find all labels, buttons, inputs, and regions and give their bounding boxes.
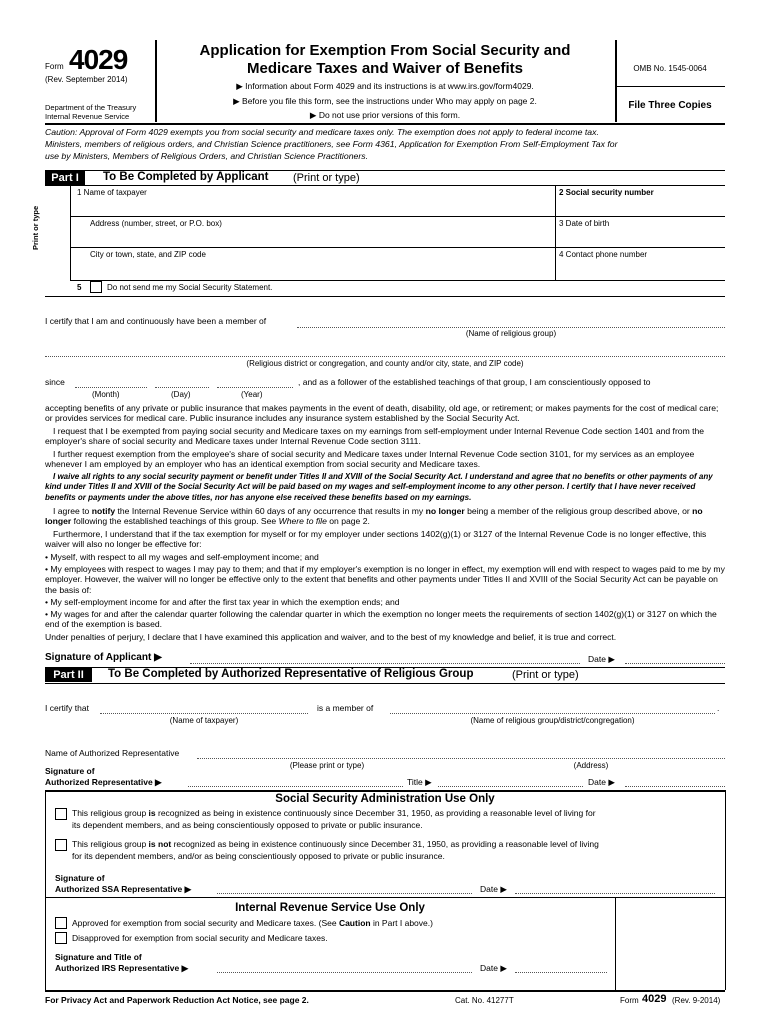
since-day-line[interactable] [155,387,209,388]
ssa-not-recognized-line2: for its dependent members, and/or as being conscientiously opposed to private or public insurance. [72,851,445,861]
month-caption: (Month) [92,390,120,399]
form-word: Form [45,62,64,71]
irs-signature-label-line2: Authorized IRS Representative ▶ [55,963,189,973]
date-of-birth-field[interactable]: 3 Date of birth [559,219,610,228]
rep-date-line[interactable] [625,786,725,787]
rep-date-label: Date ▶ [588,777,615,787]
rep-title-line[interactable] [438,786,583,787]
paragraph-waiver: I waive all rights to any social security payment or benefit under Titles II and XVIII of the Social Security Act. I understand and agree that no benefits or other payments of any kind under Titles II and XVIII of the Social Security Act will be paid based on my wages and self-employment income to any other person. I certify that I have never received benefits or payments under the above titles, nor has anyone else received these benefits based on my earnings. [45,472,713,502]
paragraph-request-exempt: I request that I be exempted from paying social security and Medicare taxes on my earnings from self-employment under Internal Revenue Code section 1401 and from the employer's share of social security and Medicare taxes under Internal Revenue Code section 3111. [45,426,705,447]
perjury-statement: Under penalties of perjury, I declare that I have examined this application and waiver, and to the best of my knowledge and belief, it is true and correct. [45,632,617,642]
period-mark: . [717,703,720,713]
catalog-number: Cat. No. 41277T [455,996,514,1005]
paragraph-notify: I agree to notify the Internal Revenue Service within 60 days of any occurrence that results in my no longer being a member of the religious group described above, or no longer following the established teachings of this group. See Where to file on page 2. [45,506,703,527]
applicant-date-line[interactable] [625,663,725,664]
caution-line3: use by Ministers, Members of Religious Orders, and Christian Science Practitioners. [45,151,369,161]
ssa-signature-label-line1: Signature of [55,873,105,883]
revision-date: (Rev. September 2014) [45,75,128,84]
part1-label: Part I [45,171,85,185]
religious-district-line[interactable] [45,356,725,357]
ssa-is-recognized-line2: its dependent members, and as being conscientiously opposed to private or public insurance. [72,820,423,830]
rep-signature-label-line2: Authorized Representative ▶ [45,777,162,787]
bullet-employees: • My employees with respect to wages I may pay to them; and that if my employer's exemption is no longer in effect, my exemption will end with respect to wages paid to me by my employer. However, the waiver will no longer be effective only to the extent that benefits and other payments under Titles II and XVIII of the Social Security Act can be payable on the basis of: [45,564,725,595]
part2-label: Part II [45,668,92,682]
certify-member-text: I certify that I am and continuously have been a member of [45,316,267,326]
bullet-self-employment: • My self-employment income for and after the first tax year in which the exemption ends; and [45,597,400,607]
irs-disapproved-checkbox[interactable] [55,932,67,944]
irs-signature-line[interactable] [217,972,472,973]
applicant-signature-label: Signature of Applicant ▶ [45,652,162,663]
irs-date-label: Date ▶ [480,963,507,973]
ssa-date-label: Date ▶ [480,884,507,894]
footer-revision: (Rev. 9-2014) [672,996,721,1005]
ssa-is-recognized-line1: This religious group is recognized as being in existence continuously since December 31, 1950, as providing a reasonable level of living for [72,808,596,818]
line5-number: 5 [77,283,82,292]
ssa-not-recognized-line1: This religious group is not recognized as being in existence continuously since December 31, 1950, as providing a reasonable level of living [72,839,599,849]
address-caption: (Address) [573,761,609,770]
print-or-type-side-label: Print or type [31,205,40,250]
please-print-caption: (Please print or type) [289,761,365,770]
religious-group-district-line[interactable] [390,713,715,714]
address-field[interactable]: Address (number, street, or P.O. box) [90,219,222,228]
taxpayer-name-line[interactable] [100,713,308,714]
since-tail-text: , and as a follower of the established teachings of that group, I am conscientiously opposed to [298,377,651,387]
since-month-line[interactable] [75,387,147,388]
form-title-line2: Medicare Taxes and Waiver of Benefits [247,60,523,77]
info-line3: ▶ Do not use prior versions of this form. [309,110,461,120]
rep-title-label: Title ▶ [407,777,432,787]
ssa-use-only-title: Social Security Administration Use Only [275,793,495,805]
part1-title-suffix: (Print or type) [293,172,360,184]
rep-signature-label-line1: Signature of [45,766,95,776]
taxpayer-caption: (Name of taxpayer) [169,716,239,725]
part2-title-suffix: (Print or type) [512,669,579,681]
authorized-rep-name-line[interactable] [197,758,725,759]
name-of-taxpayer-field[interactable]: 1 Name of taxpayer [77,188,147,197]
paragraph-accepting-benefits: accepting benefits of any private or public insurance that makes payments in the event of death, disability, old age, or retirement; or makes payments for the cost of medical care; or provides services for medical care. Public insurance includes any insurance system established by the Social Security Act. [45,403,719,424]
irs-signature-label-line1: Signature and Title of [55,952,142,962]
caution-line2: Ministers, members of religious orders, and Christian Science practitioners, see Form 4361, Application for Exemption From Self-Employment Tax for [45,139,618,149]
no-ss-statement-checkbox[interactable] [90,281,102,293]
file-copies: File Three Copies [628,100,712,111]
ssa-date-line[interactable] [515,893,715,894]
applicant-date-label: Date ▶ [588,654,615,664]
form-number: 4029 [69,44,128,75]
group-district-caption: (Name of religious group/district/congregation) [470,716,635,725]
part1-title: To Be Completed by Applicant [103,171,269,183]
paragraph-furthermore: Furthermore, I understand that if the tax exemption for myself or for my employer under sections 1402(g)(1) or 3127 of the Internal Revenue Code is no longer effective, this waiver will also no longer be effective for: [45,529,707,550]
day-caption: (Day) [171,390,191,399]
info-line1: ▶ Information about Form 4029 and its instructions is at www.irs.gov/form4029. [236,81,534,91]
omb-number: OMB No. 1545-0064 [633,64,707,73]
footer-form-word: Form [620,996,639,1005]
religious-group-line[interactable] [297,327,725,328]
irs-approved-label: Approved for exemption from social security and Medicare taxes. (See Caution in Part I above.) [72,918,433,928]
footer-form-number: 4029 [642,993,667,1005]
city-state-zip-field[interactable]: City or town, state, and ZIP code [90,250,206,259]
year-caption: (Year) [241,390,263,399]
contact-phone-field[interactable]: 4 Contact phone number [559,250,648,259]
ssa-is-not-recognized-checkbox[interactable] [55,839,67,851]
ssa-signature-label-line2: Authorized SSA Representative ▶ [55,884,192,894]
paragraph-further-request: I further request exemption from the employee's share of social security and Medicare taxes under Internal Revenue Code section 3101, for my services as an employee whenever I am employed by an employer who has an identical exemption from social security and Medicare taxes. [45,449,695,470]
bullet-myself: • Myself, with respect to all my wages and self-employment income; and [45,552,319,562]
privacy-notice: For Privacy Act and Paperwork Reduction Act Notice, see page 2. [45,995,309,1005]
since-year-line[interactable] [217,387,293,388]
member-of-label: is a member of [317,703,374,713]
religious-group-caption: (Name of religious group) [465,329,557,338]
authorized-rep-name-label: Name of Authorized Representative [45,748,180,758]
caution-line1: Caution: Approval of Form 4029 exempts you from social security and medicare taxes only. The exemption does not apply to federal income tax. [45,127,599,137]
applicant-signature-line[interactable] [190,663,580,664]
since-label: since [45,377,65,387]
certify-that-label: I certify that [45,703,89,713]
department-name: Department of the Treasury [45,103,137,112]
agency-name: Internal Revenue Service [45,112,130,121]
irs-approved-checkbox[interactable] [55,917,67,929]
form-title-line1: Application for Exemption From Social Security and [199,42,571,59]
ssa-signature-line[interactable] [217,893,472,894]
irs-disapproved-label: Disapproved for exemption from social security and Medicare taxes. [72,933,328,943]
bullet-wages: • My wages for and after the calendar quarter following the calendar quarter in which the exemption no longer meets the requirements of section 1402(g)(1) or 3127 on which the end of the exemption is based. [45,609,717,630]
part2-title: To Be Completed by Authorized Representative of Religious Group [108,668,474,680]
line5-label: Do not send me my Social Security Statement. [107,283,273,292]
info-line2: ▶ Before you file this form, see the instructions under Who may apply on page 2. [233,96,537,106]
ssn-field[interactable]: 2 Social security number [559,188,654,197]
ssa-is-recognized-checkbox[interactable] [55,808,67,820]
religious-district-caption: (Religious district or congregation, and county and/or city, state, and ZIP code) [246,359,524,368]
irs-date-line[interactable] [515,972,607,973]
irs-use-only-title: Internal Revenue Service Use Only [235,902,425,914]
rep-signature-line[interactable] [188,786,403,787]
